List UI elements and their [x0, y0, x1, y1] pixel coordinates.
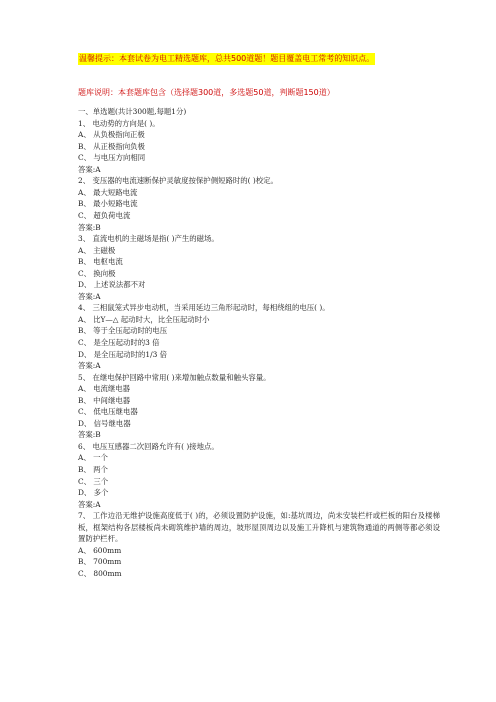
answer-line: 答案:A [78, 164, 101, 174]
warning-banner: 温馨提示：本套试卷为电工精选题库，总共500道题！题目覆盖电工常考的知识点。 [79, 54, 375, 63]
option-line: B、 700mm [78, 557, 122, 567]
answer-line: 答案:A [78, 499, 101, 509]
document-page [78, 46, 438, 579]
option-line: C、 与电压方向相同 [78, 153, 146, 163]
option-line: C、 换向极 [78, 268, 116, 278]
question-list [78, 118, 438, 580]
question-text: 5、 在继电保护回路中常用( )来增加触点数量和触头容量。 [78, 372, 271, 382]
option-line: C、 800mm [78, 568, 122, 578]
option-line: A、 最大短路电流 [78, 187, 138, 197]
option-line: D、 多个 [78, 488, 109, 498]
option-line: A、 从负极指向正极 [78, 130, 145, 140]
option-line: B、 两个 [78, 465, 108, 474]
option-line: A、 600mm [78, 545, 122, 555]
answer-line: 答案:B [78, 222, 101, 232]
option-line: A、 一个 [78, 453, 108, 463]
answer-line: 答案:A [78, 291, 101, 301]
option-line: C、 是全压起动时的3 倍 [78, 337, 160, 347]
answer-line: 答案:B [78, 430, 101, 440]
option-line: D、 是全压起动时的1/3 倍 [78, 349, 168, 359]
answer-line: 答案:A [78, 361, 101, 371]
option-line: C、 超负荷电流 [78, 210, 131, 220]
question-text: 4、 三相鼠笼式异步电动机，当采用延边三角形起动时，每相绕组的电压( )。 [78, 303, 330, 313]
option-line: D、 上述说法都不对 [78, 280, 146, 290]
option-line: A、 比Y—△ 起动时大，比全压起动时小 [78, 314, 210, 324]
section-title: 一、单选题(共计300题,每题1分) [78, 107, 187, 116]
option-line: B、 最小短路电流 [78, 199, 138, 209]
option-line: B、 等于全压起动时的电压 [78, 326, 168, 336]
question-text: 7、 工作边沿无维护设施高度低于( )的，必须设置防护设施，如:基坑周边，尚未安装栏杆或栏板的阳台及楼梯板，框架结构各层楼板尚未砌筑维护墙的周边，坡形屋顶周边以及施工升降机与建筑物通道的两侧等都必须设置防护栏杆。 [78, 511, 440, 544]
option-line: A、 主磁极 [78, 245, 116, 255]
question-text: 2、 变压器的电流速断保护灵敏度按保护侧短路时的( )校定。 [78, 176, 278, 186]
option-line: B、 电枢电流 [78, 257, 123, 267]
option-line: A、 电流继电器 [78, 384, 131, 394]
option-line: C、 三个 [78, 476, 109, 486]
option-line: B、 中间继电器 [78, 395, 131, 405]
option-line: C、 低电压继电器 [78, 407, 138, 417]
question-text: 3、 直流电机的主磁场是指( )产生的磁场。 [78, 234, 219, 244]
option-line: B、 从正极指向负极 [78, 141, 145, 151]
question-bank-description: 题库说明：本套题库包含（选择题300道，多选题50道，判断题150道） [78, 88, 335, 97]
question-text: 6、 电压互感器二次回路允许有( )接地点。 [78, 441, 219, 451]
option-line: D、 信号继电器 [78, 418, 131, 428]
question-text: 1、 电动势的方向是( )。 [78, 118, 160, 128]
